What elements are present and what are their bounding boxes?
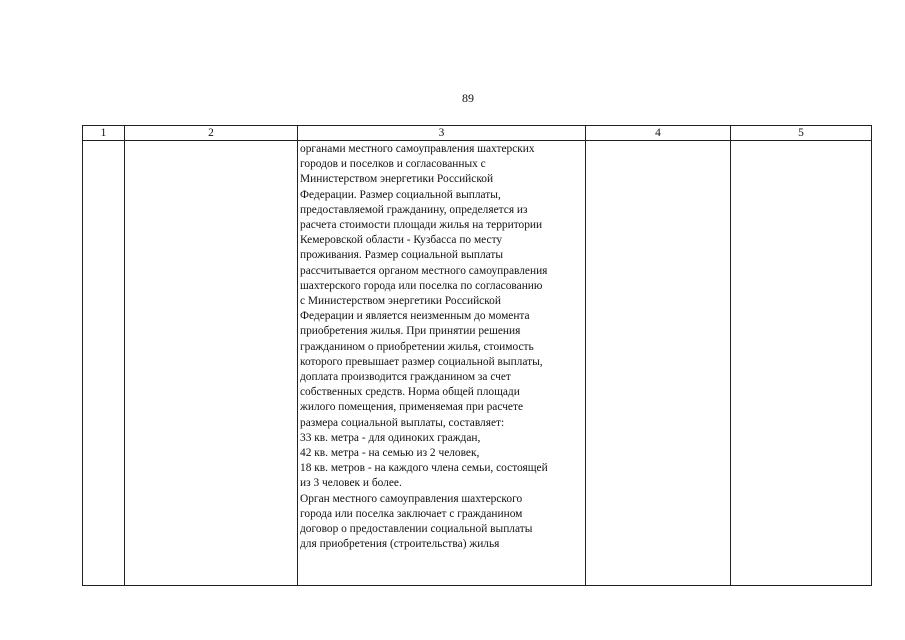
text-line: жилого помещения, применяемая при расчете: [300, 401, 524, 414]
text-line: городов и поселков и согласованных с: [300, 158, 486, 171]
page-number: 89: [462, 91, 474, 105]
table-row: [83, 141, 872, 586]
text-line: с Министерством энергетики Российской: [300, 295, 501, 308]
text-line: доплата производится гражданином за счет: [300, 371, 511, 384]
text-line: Министерством энергетики Российской: [300, 173, 494, 186]
text-line: размера социальной выплаты, составляет:: [300, 416, 505, 429]
text-line: рассчитывается органом местного самоуправления: [300, 264, 548, 277]
text-line: 18 кв. метров - на каждого члена семьи, состоящей: [300, 462, 548, 475]
text-line: 33 кв. метра - для одиноких граждан,: [300, 431, 481, 444]
text-line: из 3 человек и более.: [300, 477, 402, 490]
cell-col-3: [298, 141, 586, 586]
column-header-4: 4: [586, 126, 731, 141]
text-line: договор о предоставлении социальной выплаты: [300, 523, 533, 536]
table-header-row: [83, 126, 872, 141]
cell-col-1: [83, 141, 125, 586]
cell-col-5: [731, 141, 872, 586]
text-line: Федерации и является неизменным до момента: [300, 310, 530, 323]
column-header-1: 1: [83, 126, 125, 141]
text-line: города или поселка заключает с гражданином: [300, 507, 523, 520]
text-line: для приобретения (строительства) жилья: [300, 538, 500, 551]
document-table: [82, 125, 872, 586]
cell-col-4: [586, 141, 731, 586]
text-line: Орган местного самоуправления шахтерского: [300, 492, 523, 505]
text-line: проживания. Размер социальной выплаты: [300, 249, 504, 262]
text-line: расчета стоимости площади жилья на территории: [300, 219, 543, 232]
text-line: предоставляемой гражданину, определяется из: [300, 203, 528, 216]
column-header-2: 2: [125, 126, 298, 141]
text-line: собственных средств. Норма общей площади: [300, 386, 520, 399]
text-line: Федерации. Размер социальной выплаты,: [300, 188, 501, 201]
column-header-5: 5: [731, 126, 872, 141]
text-line: которого превышает размер социальной выплаты,: [300, 355, 543, 368]
text-line: шахтерского города или поселка по согласованию: [300, 279, 543, 292]
text-line: гражданином о приобретении жилья, стоимость: [300, 340, 534, 353]
column-header-3: 3: [298, 126, 586, 141]
text-line: Кемеровской области - Кузбасса по месту: [300, 234, 503, 247]
text-line: органами местного самоуправления шахтерских: [300, 143, 535, 155]
text-line: 42 кв. метра - на семью из 2 человек,: [300, 447, 480, 460]
cell-col-2: [125, 141, 298, 586]
cell-col-3-text: [298, 141, 585, 552]
text-line: приобретения жилья. При принятии решения: [300, 325, 521, 338]
